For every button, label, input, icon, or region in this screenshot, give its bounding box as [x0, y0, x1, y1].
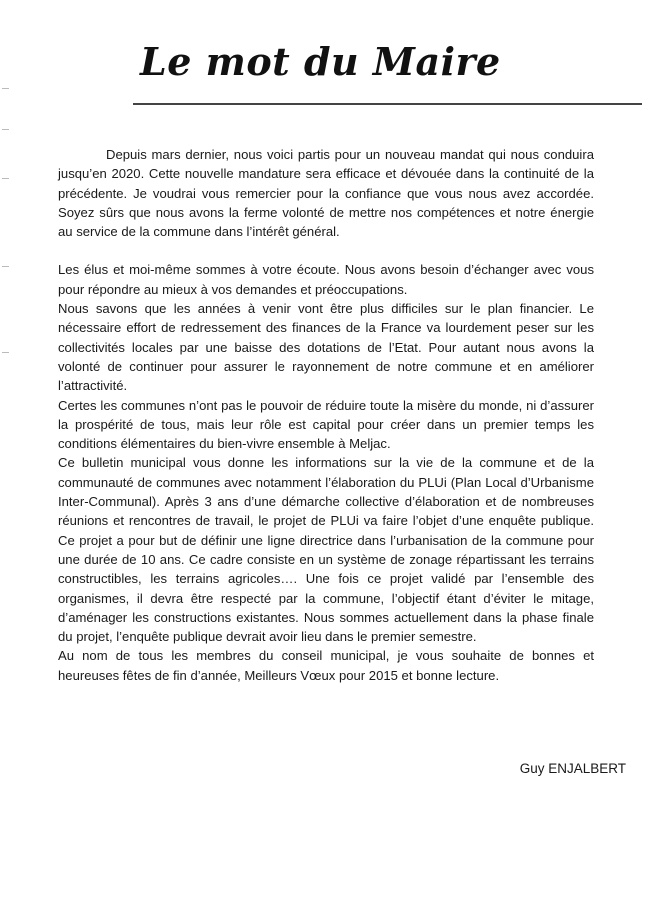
paragraph-communes-role: Certes les communes n’ont pas le pouvoir de réduire toute la misère du monde, ni d’assurer la prospérité de tous, mais leur rôle est capital pour créer dans un premier temps les conditions élémentaires du bien-vivre ensemble à Meljac. — [58, 397, 594, 452]
paragraph-finances: Nous savons que les années à venir vont être plus difficiles sur le plan financier. Le nécessaire effort de redressement des finances de la France va lourdement peser sur les collectivités locales par une baisse des dotations de l’Etat. Pour autant nous avons la volonté de continuer pour assurer le rayonnement de notre commune et en améliorer l’attractivité. — [58, 301, 594, 394]
paragraph-plui: Ce bulletin municipal vous donne les informations sur la vie de la commune et de la communauté de communes avec notamment l’élaboration du PLUi (Plan Local d’Urbanisme Inter-Communal). Après 3 ans d’une démarche collective d’élaboration et de nombreuses réunions et rencontres de travail, le projet de PLUi va faire l’objet d’une enquête publique. Ce projet a pour but de définir une ligne directrice dans l’urbanisation de la commune pour une durée de 10 ans. Ce cadre consiste en un système de zonage répartissant les terrains constructibles, les terrains agricoles…. Une fois ce projet validé par l’ensemble des organismes, il devra être respecté par la commune, l’objectif étant d’éviter le mitage, d’aménager les constructions existantes. Nous sommes actuellement dans la phase finale du projet, l’enquête publique devrait avoir lieu dans le premier semestre. — [58, 455, 594, 645]
scan-margin-mark — [2, 88, 9, 89]
scan-margin-mark — [2, 266, 9, 267]
letter-body — [58, 145, 594, 685]
paragraph-wishes: Au nom de tous les membres du conseil municipal, je vous souhaite de bonnes et heureuses fêtes de fin d’année, Meilleurs Vœux pour 2015 et bonne lecture. — [58, 648, 594, 683]
paragraph-listening: Les élus et moi-même sommes à votre écoute. Nous avons besoin d’échanger avec vous pour répondre au mieux à vos demandes et préoccupations. — [58, 262, 594, 297]
scan-margin-mark — [2, 178, 9, 179]
title-underline — [133, 103, 642, 105]
scan-margin-mark — [2, 352, 9, 353]
paragraph-intro: Depuis mars dernier, nous voici partis pour un nouveau mandat qui nous conduira jusqu’en 2020. Cette nouvelle mandature sera efficace et dévouée dans la continuité de la précédente. Je voudrai vous remercier pour la confiance que vous nous avez accordée. Soyez sûrs que nous avons la ferme volonté de mettre nos compétences et notre énergie au service de la commune dans l’intérêt général. — [58, 147, 594, 240]
scan-margin-mark — [2, 129, 9, 130]
page-title: Le mot du Maire — [140, 39, 501, 84]
signature: Guy ENJALBERT — [519, 761, 626, 776]
